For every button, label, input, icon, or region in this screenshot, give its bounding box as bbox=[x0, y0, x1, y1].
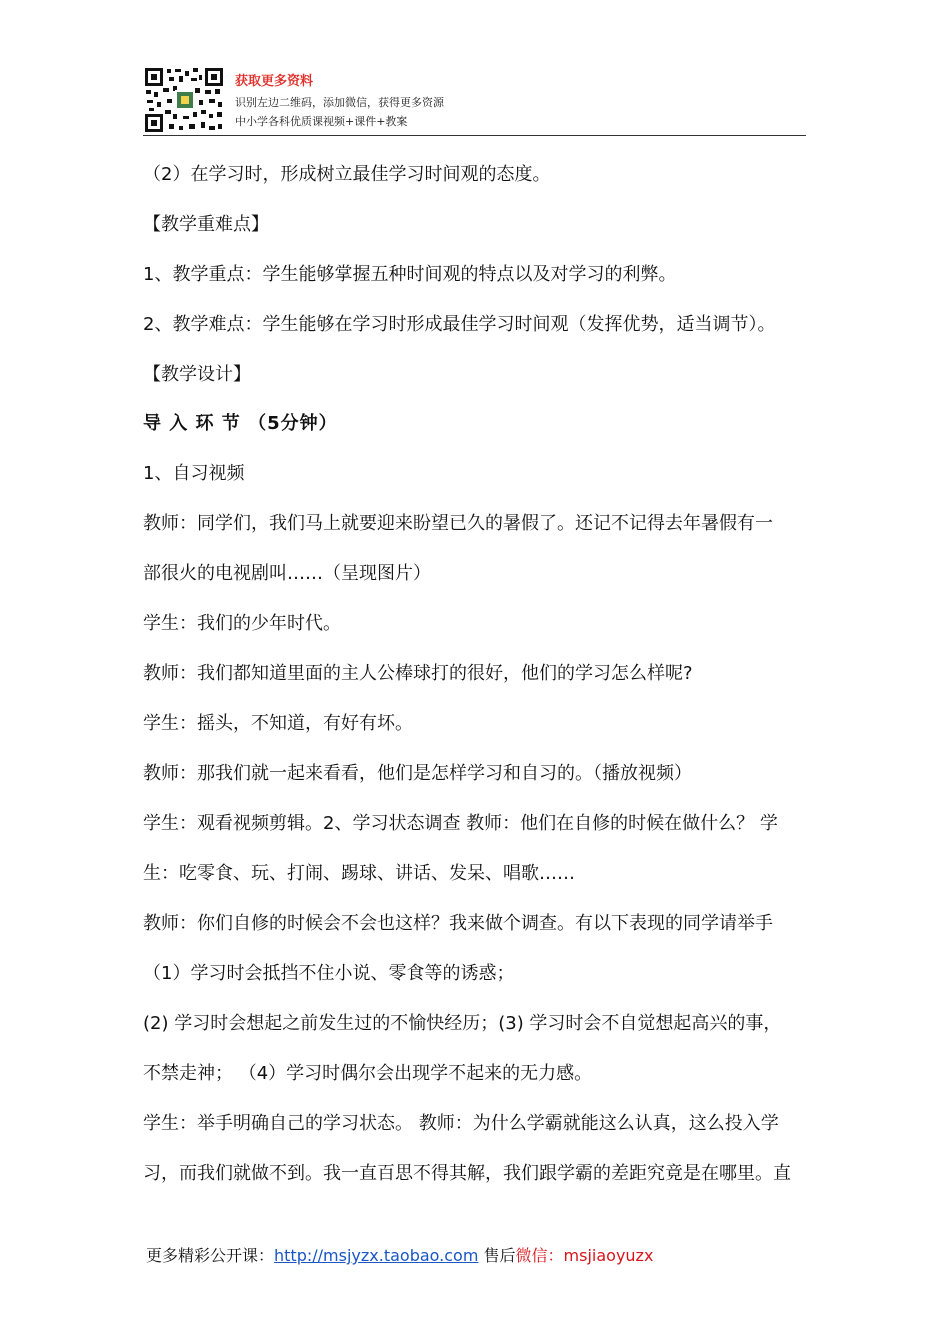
footer-after-sales: 售后 bbox=[478, 1246, 516, 1265]
dialogue-line: 教师：你们自修的时候会不会也这样？我来做个调查。有以下表现的同学请举手 bbox=[143, 913, 773, 934]
section-heading-intro: 导 入 环 节 （5分钟） bbox=[143, 413, 338, 434]
header-title: 获取更多资料 bbox=[235, 74, 314, 89]
list-item: 1、自习视频 bbox=[143, 463, 245, 484]
qr-code-icon[interactable] bbox=[143, 66, 225, 134]
dialogue-line: 生：吃零食、玩、打闹、踢球、讲话、发呆、唱歌…… bbox=[143, 863, 575, 884]
dialogue-line: 部很火的电视剧叫……（呈现图片） bbox=[143, 563, 431, 584]
paragraph-objective-2: （2）在学习时，形成树立最佳学习时间观的态度。 bbox=[143, 164, 551, 185]
dialogue-line: 学生：观看视频剪辑。2、学习状态调查 教师：他们在自修的时候在做什么？ 学 bbox=[143, 813, 778, 834]
header-tagline: 中小学各科优质课视频+课件+教案 bbox=[235, 115, 408, 128]
footer-wechat-id: msjiaoyuzx bbox=[563, 1246, 654, 1265]
dialogue-line: 学生：举手明确自己的学习状态。 教师：为什么学霸就能这么认真，这么投入学 bbox=[143, 1113, 779, 1134]
dialogue-line: 教师：同学们，我们马上就要迎来盼望已久的暑假了。还记不记得去年暑假有一 bbox=[143, 513, 773, 534]
paragraph-key-point: 1、教学重点：学生能够掌握五种时间观的特点以及对学习的利弊。 bbox=[143, 264, 677, 285]
paragraph-difficult-point: 2、教学难点：学生能够在学习时形成最佳学习时间观（发挥优势，适当调节）。 bbox=[143, 314, 776, 335]
dialogue-line: 教师：那我们就一起来看看，他们是怎样学习和自习的。（播放视频） bbox=[143, 763, 692, 784]
survey-item: （1）学习时会抵挡不住小说、零食等的诱惑； bbox=[143, 963, 515, 984]
survey-item: 不禁走神； （4）学习时偶尔会出现学不起来的无力感。 bbox=[143, 1063, 593, 1084]
header-divider bbox=[143, 135, 806, 136]
header-subtitle: 识别左边二维码，添加微信，获得更多资源 bbox=[235, 96, 444, 109]
dialogue-line: 教师：我们都知道里面的主人公棒球打的很好，他们的学习怎么样呢? bbox=[143, 663, 693, 684]
survey-item: (2) 学习时会想起之前发生过的不愉快经历；(3) 学习时会不自觉想起高兴的事， bbox=[143, 1013, 782, 1034]
section-heading-key-points: 【教学重难点】 bbox=[143, 214, 269, 235]
footer-shop-link[interactable]: http://msjyzx.taobao.com bbox=[274, 1246, 479, 1265]
footer-prefix: 更多精彩公开课： bbox=[146, 1246, 275, 1265]
page-footer bbox=[146, 1243, 653, 1266]
dialogue-line: 学生：摇头，不知道，有好有坏。 bbox=[143, 713, 413, 734]
dialogue-line: 学生：我们的少年时代。 bbox=[143, 613, 341, 634]
footer-wechat-label: 微信： bbox=[515, 1246, 564, 1265]
page-header bbox=[143, 66, 806, 136]
section-heading-design: 【教学设计】 bbox=[143, 364, 251, 385]
dialogue-line: 习，而我们就做不到。我一直百思不得其解，我们跟学霸的差距究竟是在哪里。直 bbox=[143, 1163, 791, 1184]
